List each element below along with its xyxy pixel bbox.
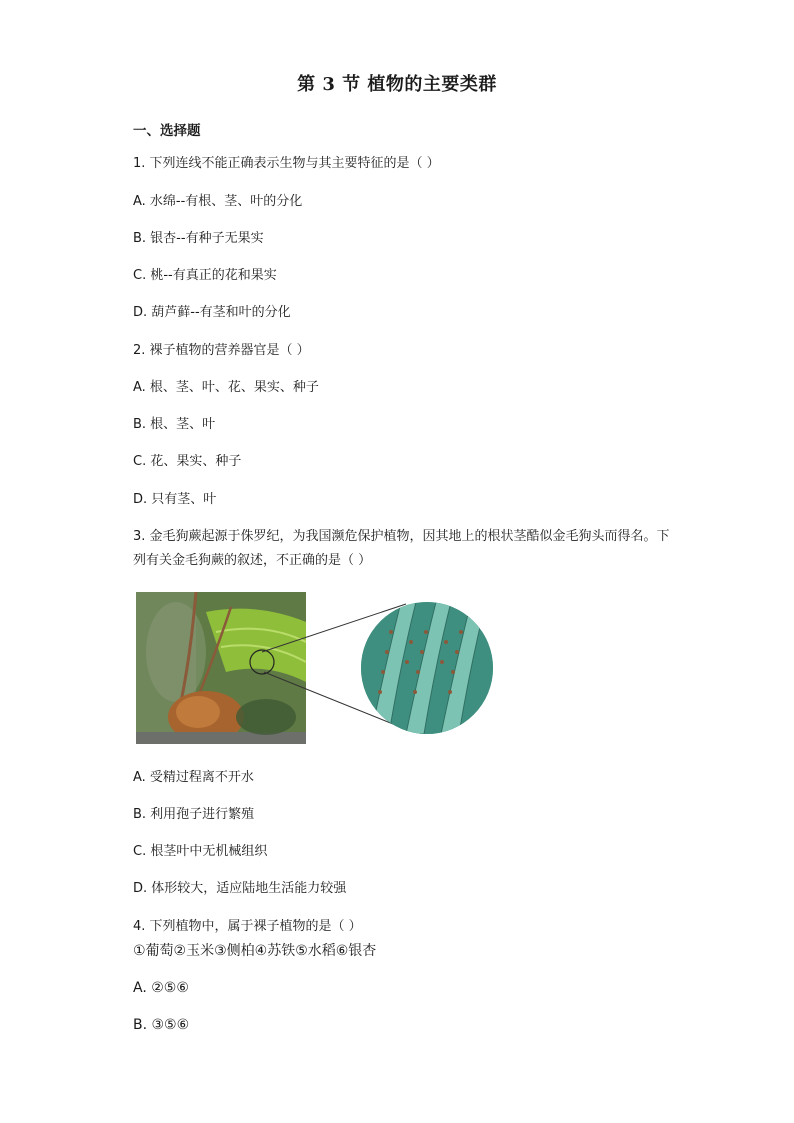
question-4-stem: 4. 下列植物中，属于裸子植物的是（ ） bbox=[133, 919, 362, 934]
page-title: 第 3 节 植物的主要类群 bbox=[297, 74, 497, 95]
question-4-option-b: B. ③⑤⑥ bbox=[133, 1017, 190, 1033]
question-1-option-b: B. 银杏--有种子无果实 bbox=[133, 231, 264, 246]
question-3-stem: 3. 金毛狗蕨起源于侏罗纪，为我国濒危保护植物，因其地上的根状茎酷似金毛狗头而得名。下列有关金毛狗蕨的叙述，不正确的是（ ） bbox=[133, 529, 670, 568]
question-2-option-a: A. 根、茎、叶、花、果实、种子 bbox=[133, 380, 319, 395]
section-heading: 一、选择题 bbox=[133, 123, 201, 139]
question-3-option-b: B. 利用孢子进行繁殖 bbox=[133, 807, 255, 822]
question-2-option-d: D. 只有茎、叶 bbox=[133, 492, 217, 507]
question-2-option-c: C. 花、果实、种子 bbox=[133, 454, 242, 469]
question-2-stem: 2. 裸子植物的营养器官是（ ） bbox=[133, 343, 310, 358]
question-3-option-d: D. 体形较大，适应陆地生活能力较强 bbox=[133, 881, 347, 896]
question-4-choices: ①葡萄②玉米③侧柏④苏铁⑤水稻⑥银杏 bbox=[133, 943, 377, 959]
question-3-option-a: A. 受精过程离不开水 bbox=[133, 770, 254, 785]
fern-figure bbox=[136, 590, 496, 748]
question-1-stem: 1. 下列连线不能正确表示生物与其主要特征的是（ ） bbox=[133, 156, 440, 171]
question-4-option-a: A. ②⑤⑥ bbox=[133, 980, 189, 996]
question-2-option-b: B. 根、茎、叶 bbox=[133, 417, 216, 432]
question-3-option-c: C. 根茎叶中无机械组织 bbox=[133, 844, 268, 859]
fern-sori-magnified-photo-icon bbox=[361, 602, 493, 734]
question-1-option-a: A. 水绵--有根、茎、叶的分化 bbox=[133, 194, 303, 209]
question-1-option-d: D. 葫芦藓--有茎和叶的分化 bbox=[133, 305, 291, 320]
question-1-option-c: C. 桃--有真正的花和果实 bbox=[133, 268, 277, 283]
